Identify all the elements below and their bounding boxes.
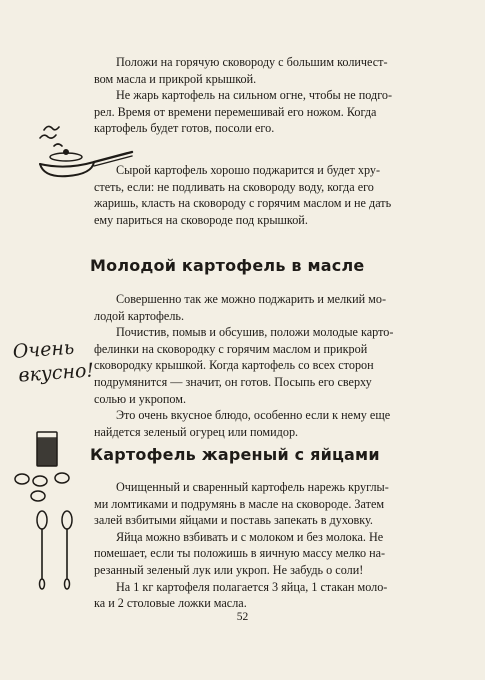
paragraph-young-potatoes (94, 291, 466, 440)
text-line: вом масла и прикрой крышкой. (94, 71, 257, 86)
text-line: Не жарь картофель на сильном огне, чтобы не подго- (116, 88, 393, 103)
text-line: стеть, если: не подливать на сковороду воду, когда его (94, 179, 374, 194)
text-line: рел. Время от времени перемешивай его ножом. Когда (94, 104, 377, 119)
text-line: лодой картофель. (94, 308, 185, 323)
text-line: Это очень вкусное блюдо, особенно если к нему еще (116, 408, 391, 423)
text-line: помешает, если ты положишь в яичную массу мелко на- (94, 546, 386, 561)
text-line: подрумянится — значит, он готов. Посыпь его сверху (94, 374, 372, 389)
side-note-line: Очень (12, 336, 75, 363)
text-line: ему париться на сковороде под крышкой. (94, 212, 308, 227)
text-line: ка и 2 столовые ложки масла. (94, 596, 247, 611)
text-line: На 1 кг картофеля полагается 3 яйца, 1 стакан моло- (116, 579, 388, 594)
text-line: картофель будет готов, посоли его. (94, 121, 275, 136)
paragraph-frying-instructions (94, 54, 466, 137)
text-line: резанный зеленый лук или укроп. Не забудь о соли! (94, 562, 364, 577)
section-heading-young-potatoes: Молодой картофель в масле (90, 256, 365, 275)
text-line: Почистив, помыв и обсушив, положи молодые карто- (116, 325, 394, 340)
text-line: Совершенно так же можно поджарить и мелкий мо- (116, 292, 387, 306)
side-note-line: вкусно! (17, 359, 95, 387)
text-line: найдется зеленый огурец или помидор. (94, 424, 299, 439)
glass-eggs-spoons-icon (10, 428, 90, 598)
section-heading-potatoes-with-eggs: Картофель жареный с яйцами (90, 445, 380, 464)
paragraph-potatoes-with-eggs (94, 479, 466, 612)
text-line: Яйца можно взбивать и с молоком и без молока. Не (116, 529, 384, 544)
page-number: 52 (236, 611, 249, 623)
text-line: солью и укропом. (94, 391, 187, 406)
text-line: сковородку крышкой. Когда картофель со всех сторон (94, 358, 374, 373)
text-line: Сырой картофель хорошо поджарится и будет хру- (116, 163, 381, 177)
paragraph-crispy-tips (94, 162, 466, 228)
text-line: залей взбитыми яйцами и поставь запекать в духовку. (94, 513, 373, 528)
text-line: Положи на горячую сковороду с большим количест- (116, 55, 388, 69)
text-line: Очищенный и сваренный картофель нарежь круглы- (116, 480, 389, 494)
text-line: жаришь, класть на сковороду с горячим маслом и не дать (94, 196, 392, 211)
text-line: фелинки на сковородку с горячим маслом и прикрой (94, 341, 368, 356)
text-line: ми ломтиками и подрумянь в масле на сковороде. Затем (94, 496, 385, 511)
side-note (12, 334, 95, 387)
